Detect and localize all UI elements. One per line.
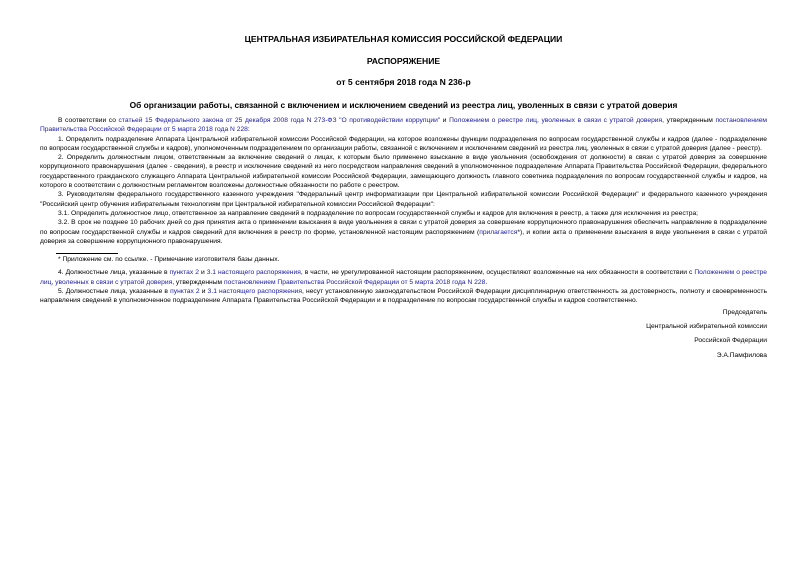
p4-text-2: и bbox=[198, 269, 207, 277]
signature-position: Председатель bbox=[722, 308, 767, 316]
p32-text-1: 3.2. В срок не позднее 10 рабочих дней со дня принятия акта о применении взыскания в виде увольнения в связи с утратой доверия за совершение коррупционного правонарушения обеспечить направление в подразделение по вопросам государственной службы и кадров сведений для включения в реестр по форме, установленной настоящим распоряжением ( bbox=[40, 219, 767, 236]
date-number-heading: от 5 сентября 2018 года N 236-р bbox=[336, 77, 471, 87]
paragraph-2: 2. Определить должностным лицом, ответственным за включение сведений о лицах, к которым было применено взыскание в виде увольнения (освобождения от должности) в связи с утратой доверия за совершение коррупционного правонарушения (далее - сведения), в реестр и исключение сведений из него посредством направления сведений в уполномоченное подразделение Аппарата Правительства Российской Федерации, федерального государственного гражданского служащего Аппарата Центральной избирательной комиссии Российской Федерации, замещающего должность главного советника подразделения по вопросам государственной службы и кадров, на которого в соответствии с должностным регламентом возложены должностные обязанности по работе с реестром. bbox=[40, 154, 767, 190]
p5-item-3-1-link[interactable]: 3.1 настоящего распоряжения bbox=[207, 288, 303, 296]
paragraph-3-1: 3.1. Определить должностное лицо, ответственное за направление сведений в подразделение по вопросам государственной службы и кадров для включения в реестр, а также для исключения из реестра; bbox=[58, 209, 699, 217]
p4-registry-regulation-link[interactable]: Положением о реестре лиц, уволенных в связи с утратой доверия bbox=[40, 269, 767, 286]
preamble-text-3: , утвержденным bbox=[662, 117, 716, 124]
paragraph-3: 3. Руководителям федерального государственного казенного учреждения "Федеральный центр информатизации при Центральной избирательной комиссии Российской Федерации" и федерального казенного учреждения "Российский центр обучения избирательным технологиям при Центральной избирательной комиссии Российской Федерации": bbox=[40, 191, 767, 208]
p5-item-2-link[interactable]: пунктах 2 bbox=[170, 288, 200, 296]
footnote: * Приложение см. по ссылке. - Примечание изготовителя базы данных. bbox=[58, 256, 280, 264]
preamble-text-4: : bbox=[247, 126, 250, 134]
footnote-divider bbox=[56, 253, 118, 254]
paragraph-4 bbox=[40, 268, 767, 287]
p4-text-3: , в части, не урегулированной настоящим распоряжением, осуществляют возложенные на них обязанности в соответствии с bbox=[300, 269, 695, 277]
preamble-text-2: и bbox=[440, 117, 450, 124]
p4-item-2-link[interactable]: пунктах 2 bbox=[169, 269, 199, 277]
p5-text-2: и bbox=[199, 288, 208, 296]
paragraph-5 bbox=[40, 287, 767, 306]
p5-text-1: 5. Должностные лица, указанные в bbox=[58, 288, 171, 296]
org-heading: ЦЕНТРАЛЬНАЯ ИЗБИРАТЕЛЬНАЯ КОМИССИЯ РОССИЙСКОЙ ФЕДЕРАЦИИ bbox=[244, 34, 563, 44]
p4-text-1: 4. Должностные лица, указанные в bbox=[58, 269, 170, 277]
preamble-text-1: В соответствии со bbox=[58, 117, 119, 124]
paragraph-3-2 bbox=[40, 218, 767, 246]
government-decree-link[interactable]: постановлением Правительства Российской Федерации от 5 марта 2018 года N 228 bbox=[40, 117, 768, 134]
p5-text-3: , несут установленную законодательством Российской Федерации дисциплинарную ответственность за достоверность, полноту и своевременность направления сведений в уполномоченное подразделение Аппарата Правительства Российской Федерации и в подразделение по вопросам государственной службы и кадров соответственно. bbox=[40, 288, 767, 305]
p4-text-4: , утвержденным bbox=[172, 278, 224, 286]
p4-text-5: . bbox=[485, 278, 488, 286]
p4-item-3-1-link[interactable]: 3.1 настоящего распоряжения bbox=[206, 269, 301, 277]
preamble-paragraph bbox=[40, 116, 767, 135]
law-273-link[interactable]: статьей 15 Федерального закона от 25 декабря 2008 года N 273-ФЗ "О противодействии коррупции" bbox=[118, 117, 441, 124]
registry-regulation-link[interactable]: Положением о реестре лиц, уволенных в связи с утратой доверия bbox=[449, 117, 663, 124]
signature-name: Э.А.Памфилова bbox=[716, 351, 767, 359]
p32-text-2: *), и копии акта о применении взыскания в виде увольнения в связи с утратой доверия за совершение коррупционного правонарушения. bbox=[40, 228, 768, 245]
appendix-link[interactable]: прилагается bbox=[479, 228, 518, 236]
signature-block bbox=[40, 308, 767, 360]
signature-org-line-2: Российской Федерации bbox=[694, 337, 767, 345]
document-page bbox=[40, 34, 767, 365]
paragraph-1: 1. Определить подразделение Аппарата Центральной избирательной комиссии Российской Федерации, на которое возложены функции подразделения по вопросам государственной службы и кадров (далее - подразделение по вопросам государственной службы и кадров), уполномоченным подразделением по организации работы, связанной с включением и исключением сведений из реестра лиц, уволенных в связи с утратой доверия (далее - реестр). bbox=[40, 135, 767, 152]
p4-government-decree-link[interactable]: постановлением Правительства Российской Федерации от 5 марта 2018 года N 228 bbox=[224, 278, 486, 286]
doc-type-heading: РАСПОРЯЖЕНИЕ bbox=[366, 56, 441, 66]
signature-org-line-1: Центральной избирательной комиссии bbox=[646, 322, 767, 330]
document-title: Об организации работы, связанной с включением и исключением сведений из реестра лиц, уволенных в связи с утратой доверия bbox=[129, 100, 678, 110]
